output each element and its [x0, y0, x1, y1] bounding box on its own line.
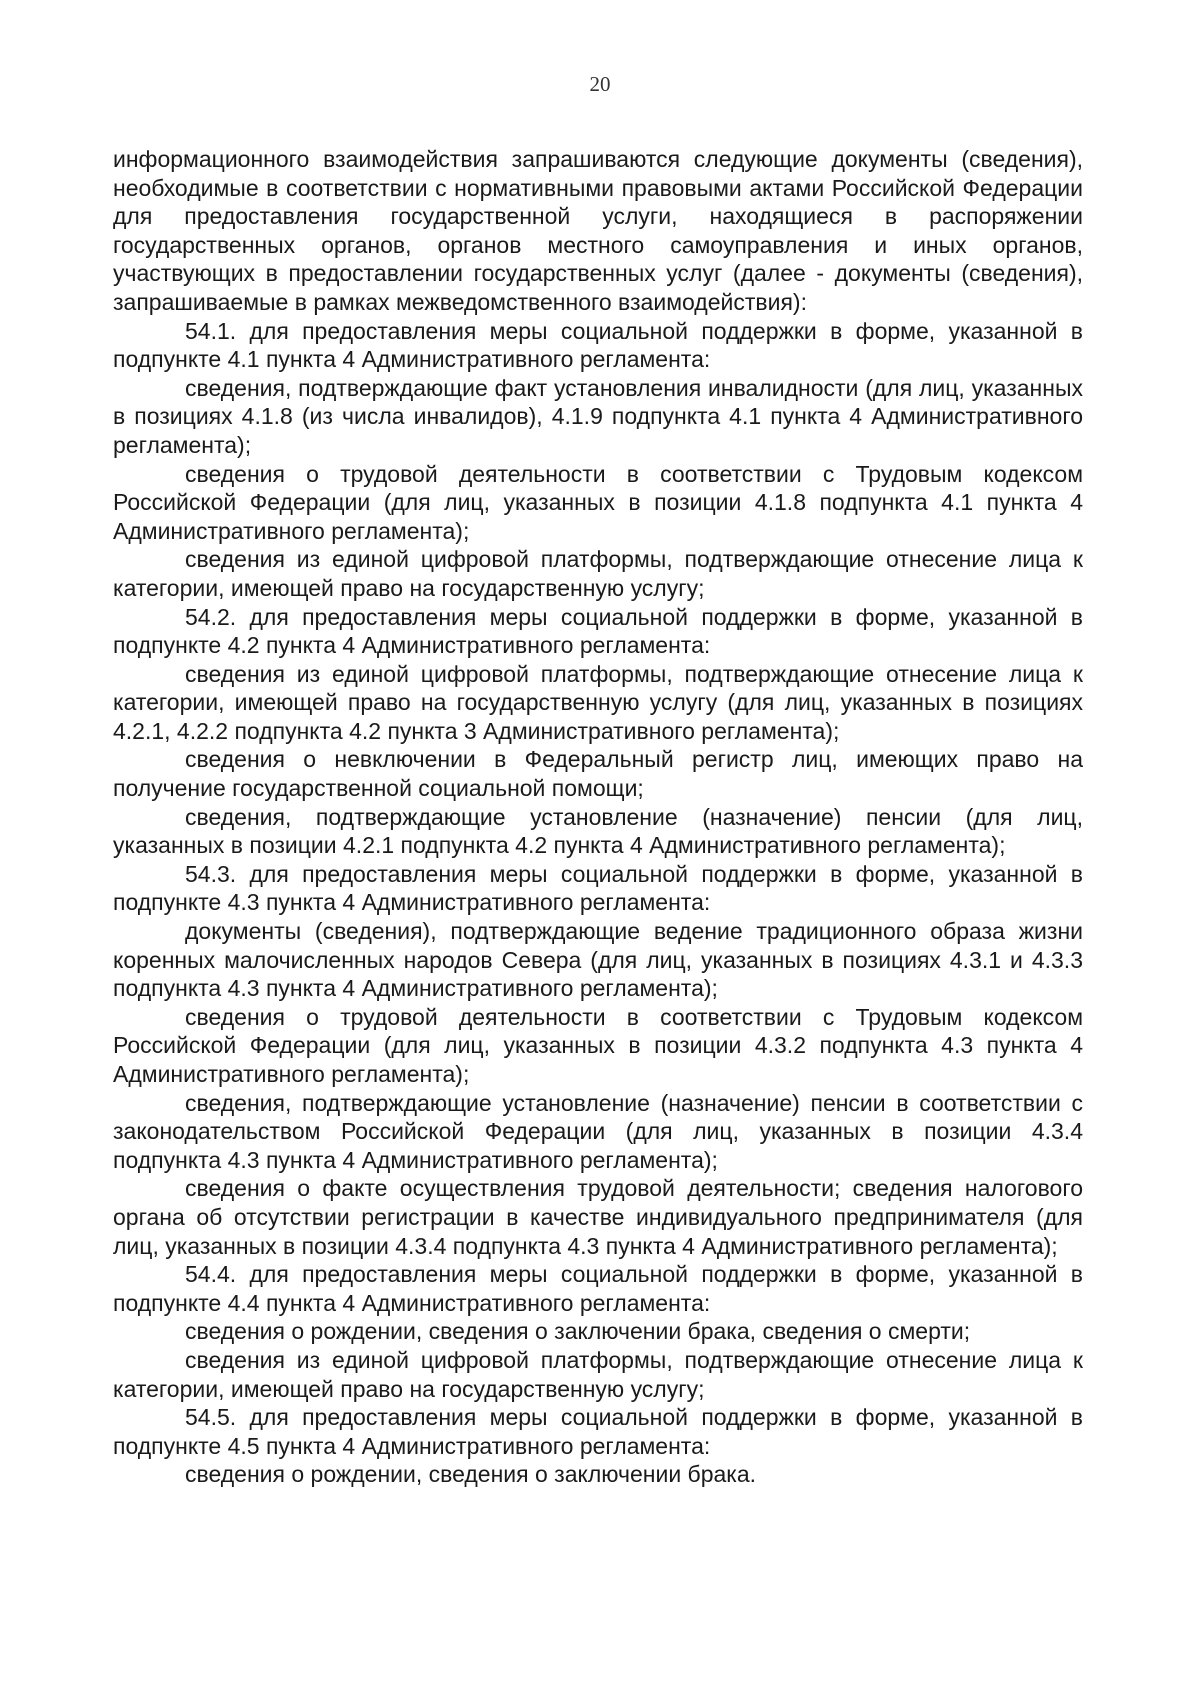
paragraph-54-2: 54.2. для предоставления меры социальной поддержки в форме, указанной в подпункте 4.2 пункта 4 Административного регламента:: [113, 603, 1083, 659]
paragraph-54-5: 54.5. для предоставления меры социальной поддержки в форме, указанной в подпункте 4.5 пункта 4 Административного регламента:: [113, 1404, 1083, 1459]
paragraph-54-2-federal-register: сведения о невключении в Федеральный регистр лиц, имеющих право на получение государственной социальной помощи;: [113, 746, 1083, 802]
paragraph-54-2-digital-platform: сведения из единой цифровой платформы, подтверждающие отнесение лица к категории, имеющей право на государственную услугу (для лиц, указанных в позициях 4.2.1, 4.2.2 подпункта 4.2 пункта 3 Административного регламента);: [113, 660, 1083, 744]
paragraph-54-1-digital-platform: сведения из единой цифровой платформы, подтверждающие отнесение лица к категории, имеющей право на государственную услугу;: [113, 546, 1083, 601]
paragraph-intro: информационного взаимодействия запрашиваются следующие документы (сведения), необходимые в соответствии с нормативными правовыми актами Российской Федерации для предоставления государственной услуги, находящиеся в распоряжении государственных органов, органов местного самоуправления и иных органов, участвующих в предоставлении государственных услуг (далее - документы (сведения), запрашиваемые в рамках межведомственного взаимодействия):: [113, 146, 1083, 315]
paragraph-54-2-pension: сведения, подтверждающие установление (назначение) пенсии (для лиц, указанных в позиции 4.2.1 подпункта 4.2 пункта 4 Административного регламента);: [113, 803, 1083, 859]
paragraph-54-4-civil-records: сведения о рождении, сведения о заключении брака, сведения о смерти;: [185, 1318, 971, 1345]
paragraph-54-1: 54.1. для предоставления меры социальной поддержки в форме, указанной в подпункте 4.1 пункта 4 Административного регламента:: [113, 317, 1083, 373]
paragraph-54-3: 54.3. для предоставления меры социальной поддержки в форме, указанной в подпункте 4.3 пункта 4 Административного регламента:: [113, 860, 1083, 916]
paragraph-54-3-labor: сведения о трудовой деятельности в соответствии с Трудовым кодексом Российской Федерации (для лиц, указанных в позиции 4.3.2 подпункта 4.3 пункта 4 Административного регламента);: [113, 1003, 1083, 1087]
paragraph-54-3-traditional-life: документы (сведения), подтверждающие ведение традиционного образа жизни коренных малочисленных народов Севера (для лиц, указанных в позициях 4.3.1 и 4.3.3 подпункта 4.3 пункта 4 Административного регламента);: [113, 918, 1083, 1002]
paragraph-54-1-disability: сведения, подтверждающие факт установления инвалидности (для лиц, указанных в позициях 4.1.8 (из числа инвалидов), 4.1.9 подпункта 4.1 пункта 4 Административного регламента);: [113, 374, 1083, 458]
paragraph-54-3-pension: сведения, подтверждающие установление (назначение) пенсии в соответствии с законодательством Российской Федерации (для лиц, указанных в позиции 4.3.4 подпункта 4.3 пункта 4 Административного регламента);: [113, 1089, 1083, 1173]
paragraph-54-1-labor: сведения о трудовой деятельности в соответствии с Трудовым кодексом Российской Федерации (для лиц, указанных в позиции 4.1.8 подпункта 4.1 пункта 4 Административного регламента);: [113, 460, 1083, 544]
document-body: [113, 145, 1083, 1489]
paragraph-54-4-digital-platform: сведения из единой цифровой платформы, подтверждающие отнесение лица к категории, имеющей право на государственную услугу;: [113, 1346, 1083, 1402]
paragraph-54-3-tax: сведения о факте осуществления трудовой деятельности; сведения налогового органа об отсутствии регистрации в качестве индивидуального предпринимателя (для лиц, указанных в позиции 4.3.4 подпункта 4.3 пункта 4 Административного регламента);: [113, 1175, 1083, 1259]
paragraph-54-5-civil-records: сведения о рождении, сведения о заключении брака.: [185, 1461, 757, 1488]
paragraph-54-4: 54.4. для предоставления меры социальной поддержки в форме, указанной в подпункте 4.4 пункта 4 Административного регламента:: [113, 1261, 1083, 1316]
page-number: 20: [589, 72, 611, 96]
